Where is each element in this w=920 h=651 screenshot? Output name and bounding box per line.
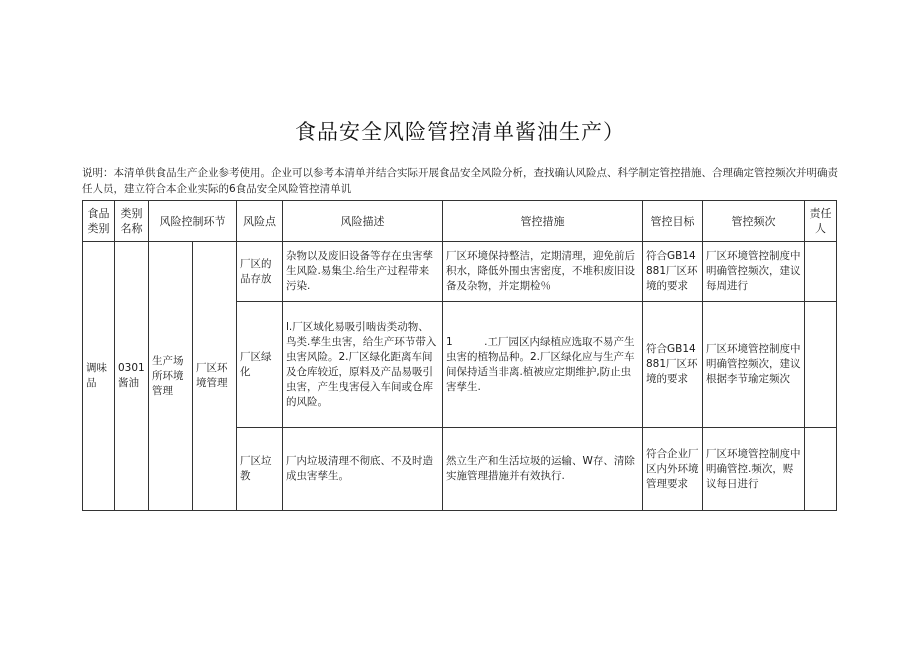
risk-point-cell: 厂区的品存放	[237, 242, 283, 302]
control-frequency-cell: 厂区环境管控制度中明确管控频次，建议根据李节瑜定频次	[703, 302, 805, 428]
control-frequency-cell: 厂区环境管控制度中明确管控.频次，赆议每日进行	[703, 428, 805, 511]
risk-description-cell: 厂内垃圾清理不彻底、不及时造成虫害孳生。	[283, 428, 443, 511]
control-link-sub-cell: 厂区环境管理	[193, 242, 237, 511]
description-note: 说明：本清单供食品生产企业参考使用。企业可以参考本清单并结合实际开展食品安全风险分析，查找确认风险点、科学制定管控措施、合理确定管控频次并明确责任人员，建立符合本企业实际的6食品安全风险管控清单讥	[82, 167, 838, 195]
control-frequency-cell: 厂区环境管控制度中明确管控频次，建议每周进行	[703, 242, 805, 302]
header-control-frequency: 管控频次	[703, 201, 805, 242]
control-link-main-cell: 生产场所环境管理	[149, 242, 193, 511]
header-control-target: 管控目标	[643, 201, 703, 242]
header-category-name: 类别名称	[115, 201, 149, 242]
control-measures-cell: 厂区环境保持整洁，定期清理，迎免前后积水，降低外围虫害密度，不堆积废旧设备及杂物，并定期检％	[443, 242, 643, 302]
risk-control-table	[82, 200, 837, 511]
control-measures-cell: 1 .工厂园区内绿植应选取不易产生虫害的植物品种。2.厂区绿化应与生产车间保持适当非离.植被应定期维护,防止虫害孳生.	[443, 302, 643, 428]
responsible-cell	[805, 428, 837, 511]
risk-point-cell: 厂区垃教	[237, 428, 283, 511]
header-responsible: 责任人	[805, 201, 837, 242]
responsible-cell	[805, 242, 837, 302]
header-risk-description: 风险描述	[283, 201, 443, 242]
risk-description-cell: l.厂区域化易吸引啮齿类动物、鸟类.孳生虫害，给生产环节带入虫害风险。2.厂区绿化距离车间及仓库较近，原料及产品易吸引虫害，产生曳害侵入车间或仓库的风险。	[283, 302, 443, 428]
risk-description-cell: 杂物以及废旧设备等存在虫害孳生风险.易集尘.给生产过程带来污染.	[283, 242, 443, 302]
header-control-measures: 管控措施	[443, 201, 643, 242]
control-target-cell: 符合GB14881厂区环境的要求	[643, 242, 703, 302]
table-row	[83, 242, 837, 302]
header-control-link: 风险控制环节	[149, 201, 237, 242]
category-name-cell: 0301酱油	[115, 242, 149, 511]
control-target-cell: 符合GB14881厂区环境的要求	[643, 302, 703, 428]
header-food-category: 食品类别	[83, 201, 115, 242]
responsible-cell	[805, 302, 837, 428]
control-measures-cell: 然立生产和生活垃圾的运输、W存、清除实施管理措施并有效执行.	[443, 428, 643, 511]
header-risk-point: 风险点	[237, 201, 283, 242]
table-header-row	[83, 201, 837, 242]
food-category-cell: 调味品	[83, 242, 115, 511]
page-title: 食品安全风险管控清单酱油生产）	[295, 120, 625, 144]
control-target-cell: 符合企业厂区内外环境管理要求	[643, 428, 703, 511]
risk-point-cell: 厂区绿化	[237, 302, 283, 428]
